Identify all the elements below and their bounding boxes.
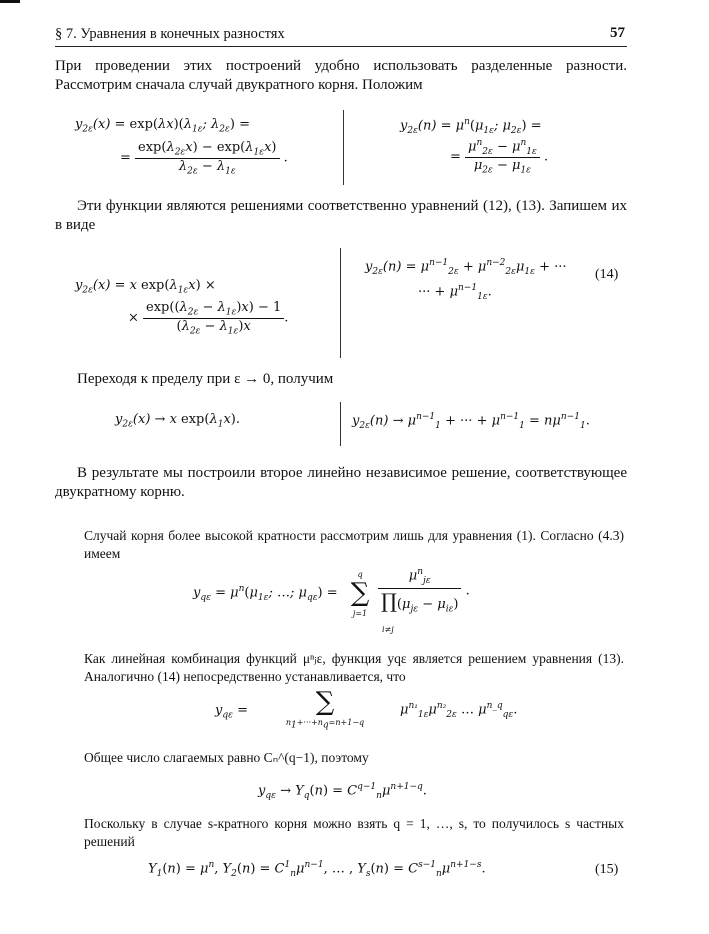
eq-particular-solutions: $Y_1(n) = \mu^n$, $Y_2(n) = C^1_n\mu^{n-1}$, … , $Y_s(n) = C^{s-1}_n\mu^{n+1-s}$. <box>148 860 486 879</box>
eq-yqe-limit: $y_{q\varepsilon} \to Y_q(n) = C^{q-1}_n\mu^{n+1-q}$. <box>258 782 427 801</box>
eq-yqe-def: $y_{q\varepsilon} = \mu^n(\mu_{1\varepsilon}$; …; $\mu_{q\varepsilon}$) = <box>193 584 338 603</box>
paragraph-4: В результате мы построили второе линейно независимое решение, соответствующее двукратному корню. <box>55 465 627 500</box>
eq-y2e-n-form-cont: ··· + $\mu^{n-1}_{1\varepsilon}$. <box>418 283 492 302</box>
paragraph-2: Эти функции являются решениями соответственно уравнений (12), (13). Запишем их в виде <box>55 198 627 233</box>
paragraph-3: Переходя к пределу при ε → 0, получим <box>77 371 334 387</box>
column-divider-2 <box>340 248 341 358</box>
equation-number-15: (15) <box>595 862 619 877</box>
eq-yqe-sum: q ∑ j=1 <box>350 570 370 618</box>
eq-limit-n: $y_{2\varepsilon}(n) \to \mu^{n-1}_1$ + ··· + $\mu^{n-1}_1 = n\mu^{n-1}_1$. <box>352 412 590 431</box>
paragraph-1: При проведении этих построений удобно использовать разделенные разности. Рассмотрим сначала случай двукратного корня. Положим <box>55 58 627 93</box>
eq-y2e-n-form: $y_{2\varepsilon}(n) = \mu^{n-1}_{2\varepsilon} + \mu^{n-2}_{2\varepsilon}\mu_{1\varepsilon}$ + ··· <box>365 258 567 277</box>
section-title: § 7. Уравнения в конечных разностях <box>55 26 285 42</box>
eq-yqe-comp-rhs: $\mu^{n_1}_{1\varepsilon}\mu^{n_2}_{2\varepsilon}$ … $\mu^{n\_q}_{q\varepsilon}$. <box>400 701 518 720</box>
eq-yqe-comp-sum: ∑ $n_1+\cdot\cdot\cdot+n_q=n+1-q$ <box>285 687 365 731</box>
column-divider <box>343 110 344 185</box>
eq-y2e-n-frac: = $\frac{\mu^n_{2\varepsilon} - \mu^n_{1\varepsilon}}{\mu_{2\varepsilon} - \mu_{1\varepsilon}}$ . <box>450 138 549 176</box>
eq-yqe-frac: $\frac{\mu^n_{j\varepsilon}}{\prod(\mu_{j\varepsilon} - \mu_{i\varepsilon})}$ . <box>378 567 470 615</box>
eq-y2e-x-frac: = $\frac{\exp(\lambda_{2\varepsilon}x) - \exp(\lambda_{1\varepsilon}x)}{\lambda_{2\varepsilon} - \lambda_{1\varepsilon}}$ . <box>120 140 288 177</box>
equation-number-14: (14) <box>595 267 619 282</box>
eq-limit-x: $y_{2\varepsilon}(x) \to x$ $\exp(\lambda_1x)$. <box>115 412 240 430</box>
eq-y2e-x-form: $y_{2\varepsilon}(x) = x$ $\exp(\lambda_{1\varepsilon}x)$ × <box>75 278 216 296</box>
paragraph-8: Поскольку в случае s-кратного корня можно взять q = 1, …, s, то получилось s частных решений <box>84 816 624 849</box>
eq-yqe-comp-lhs: $y_{q\varepsilon}$ = <box>215 703 248 721</box>
eq-yqe-prod-index: i≠j <box>382 625 394 634</box>
eq-y2e-x-def: $y_{2\varepsilon}(x) = \exp(\lambda x)(\lambda_{1\varepsilon}$; $\lambda_{2\varepsilon}$) = <box>75 117 250 135</box>
eq-y2e-n-def: $y_{2\varepsilon}(n) = \mu^n(\mu_{1\varepsilon}$; $\mu_{2\varepsilon}$) = <box>400 117 542 136</box>
paragraph-6: Как линейная комбинация функций μⁿⱼε, функция yqε является решением уравнения (13). Аналогично (14) непосредственно устанавливается, что <box>84 651 624 684</box>
column-divider-3 <box>340 402 341 446</box>
scan-corner-mark <box>0 0 20 3</box>
running-header <box>55 26 627 47</box>
eq-y2e-x-form-frac: × $\frac{\exp((\lambda_{2\varepsilon} - \lambda_{1\varepsilon})x) - 1}{(\lambda_{2\varepsilon} - \lambda_{1\varepsilon})x}$ . <box>128 300 289 337</box>
paragraph-7: Общее число слагаемых равно Cₙ^(q−1), поэтому <box>84 750 369 765</box>
page-number: 57 <box>610 25 625 41</box>
paragraph-5: Случай корня более высокой кратности рассмотрим лишь для уравнения (1). Согласно (4.3) имеем <box>84 528 624 561</box>
